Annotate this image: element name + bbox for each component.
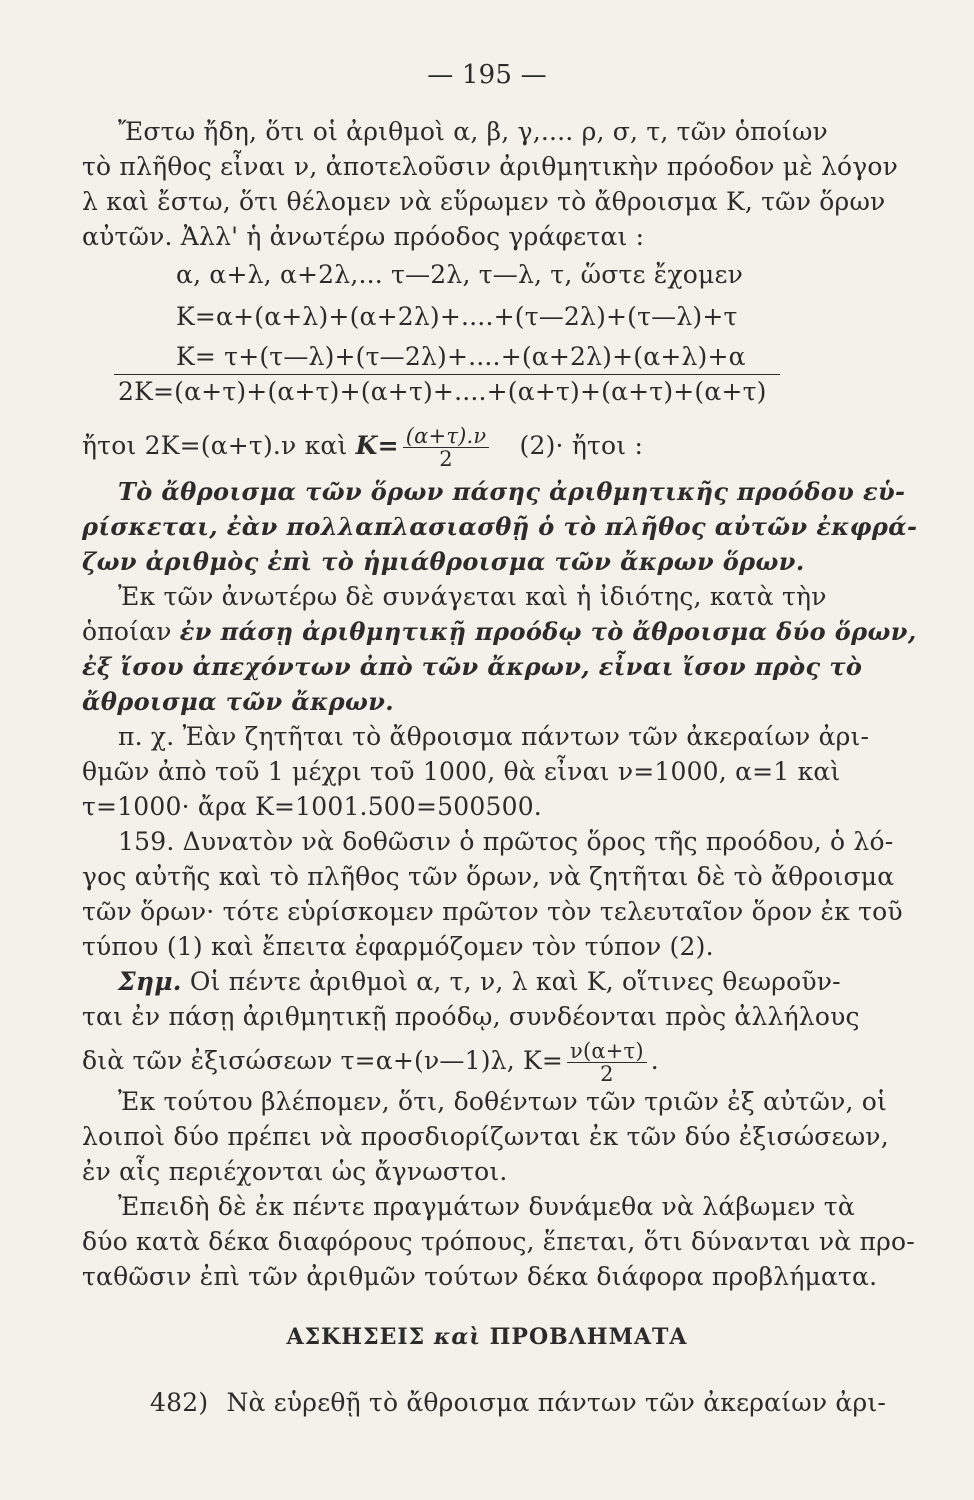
text-line: ται ἐν πάσῃ ἀριθμητικῇ προόδῳ, συνδέονται πρὸς ἀλλήλους <box>82 1002 860 1031</box>
text-line: τύπου (1) καὶ ἔπειτα ἐφαρμόζομεν τὸν τύπον (2). <box>82 932 714 961</box>
theorem-line: ρίσκεται, ἐὰν πολλαπλασιασθῇ ὁ τὸ πλῆθος αὐτῶν ἐκφρά- <box>82 512 918 541</box>
text-line: 159. Δυνατὸν νὰ δοθῶσιν ὁ πρῶτος ὅρος τῆς προόδου, ὁ λό- <box>118 827 894 856</box>
fraction <box>567 1040 647 1085</box>
equation-result <box>82 425 643 470</box>
note-label: Σημ. <box>118 967 182 996</box>
fraction-numerator: ν(α+τ) <box>567 1040 647 1063</box>
text-line: αὐτῶν. Ἀλλ' ἡ ἀνωτέρω πρόοδος γράφεται : <box>82 222 645 251</box>
addition-rule <box>114 374 780 375</box>
fraction <box>403 425 490 470</box>
text-line <box>118 967 841 997</box>
theorem-line: Τὸ ἄθροισμα τῶν ὅρων πάσης ἀριθμητικῆς προόδου εὑ- <box>118 477 906 506</box>
emphasis-line: ἄθροισμα τῶν ἄκρων. <box>82 687 395 716</box>
text-line: λ καὶ ἔστω, ὅτι θέλομεν νὰ εὕρωμεν τὸ ἄθροισμα Κ, τῶν ὅρων <box>82 187 886 216</box>
text-line: Ἐπειδὴ δὲ ἐκ πέντε πραγμάτων δυνάμεθα νὰ λάβωμεν τὰ <box>118 1192 855 1221</box>
heading-left: ΑΣΚΗΣΕΙΣ <box>286 1324 426 1350</box>
fraction-denominator: 2 <box>439 447 453 472</box>
text-span: ὁποίαν <box>82 617 172 646</box>
text-span: διὰ τῶν ἐξισώσεων τ=α+(ν—1)λ, Κ= <box>82 1046 564 1076</box>
section-heading <box>0 1322 974 1352</box>
text-span: Οἱ πέντε ἀριθμοὶ α, τ, ν, λ καὶ Κ, οἵτινες θεωροῦν- <box>189 967 841 996</box>
text-line: Ἔστω ἤδη, ὅτι οἱ ἀριθμοὶ α, β, γ,.... ρ, σ, τ, τῶν ὁποίων <box>118 117 828 146</box>
equation-sequence: α, α+λ, α+2λ,... τ—2λ, τ—λ, τ, ὥστε ἔχομεν <box>176 260 744 289</box>
text-line: γος αὐτῆς καὶ τὸ πλῆθος τῶν ὅρων, νὰ ζητῆται δὲ τὸ ἄθροισμα <box>82 862 895 891</box>
equation-K: Κ= <box>355 431 399 461</box>
theorem-line: ζων ἀριθμὸς ἐπὶ τὸ ἡμιάθροισμα τῶν ἄκρων ὅρων. <box>82 547 805 576</box>
exercise-line <box>150 1388 886 1418</box>
equation-double-sum: 2Κ=(α+τ)+(α+τ)+(α+τ)+....+(α+τ)+(α+τ)+(α+τ) <box>118 377 767 406</box>
text-line: ἐν αἷς περιέχονται ὡς ἄγνωστοι. <box>82 1157 508 1186</box>
heading-right: ΠΡΟΒΛΗΜΑΤΑ <box>489 1324 688 1350</box>
equation-sum-reverse: Κ= τ+(τ—λ)+(τ—2λ)+....+(α+2λ)+(α+λ)+α <box>176 342 746 371</box>
text-line: θμῶν ἀπὸ τοῦ 1 μέχρι τοῦ 1000, θὰ εἶναι ν=1000, α=1 καὶ <box>82 757 841 786</box>
text-line: τῶν ὅρων· τότε εὑρίσκομεν πρῶτον τὸν τελευταῖον ὅρον ἐκ τοῦ <box>82 897 903 926</box>
text-line <box>82 617 917 647</box>
equation-label: (2)· ἤτοι : <box>519 431 644 461</box>
emphasis-span: ἐν πάσῃ ἀριθμητικῇ προόδῳ τὸ ἄθροισμα δύο ὅρων, <box>179 617 917 646</box>
emphasis-line: ἐξ ἴσου ἀπεχόντων ἀπὸ τῶν ἄκρων, εἶναι ἴσον πρὸς τὸ <box>82 652 863 681</box>
text-line: τὸ πλῆθος εἶναι ν, ἀποτελοῦσιν ἀριθμητικὴν πρόοδον μὲ λόγον <box>82 152 899 181</box>
text-span: . <box>650 1046 659 1076</box>
text-line <box>82 1040 659 1085</box>
exercise-text: Νὰ εὑρεθῇ τὸ ἄθροισμα πάντων τῶν ἀκεραίων ἀρι- <box>226 1388 887 1417</box>
fraction-denominator: 2 <box>600 1062 614 1087</box>
equation-sum-forward: Κ=α+(α+λ)+(α+2λ)+....+(τ—2λ)+(τ—λ)+τ <box>176 302 738 331</box>
text-line: τ=1000· ἄρα Κ=1001.500=500500. <box>82 792 542 821</box>
text-line: ταθῶσιν ἐπὶ τῶν ἀριθμῶν τούτων δέκα διάφορα προβλήματα. <box>82 1262 878 1291</box>
exercise-number: 482) <box>150 1388 209 1417</box>
equation-result-text: ἤτοι 2Κ=(α+τ).ν καὶ <box>82 431 348 461</box>
text-line: π. χ. Ἐὰν ζητῆται τὸ ἄθροισμα πάντων τῶν ἀκεραίων ἀρι- <box>118 722 870 751</box>
text-line: Ἐκ τῶν ἀνωτέρω δὲ συνάγεται καὶ ἡ ἰδιότης, κατὰ τὴν <box>118 582 827 611</box>
page-number: — 195 — <box>427 60 547 90</box>
text-line: Ἐκ τούτου βλέπομεν, ὅτι, δοθέντων τῶν τριῶν ἐξ αὐτῶν, οἱ <box>118 1087 888 1116</box>
fraction-numerator: (α+τ).ν <box>403 425 490 448</box>
text-line: λοιποὶ δύο πρέπει νὰ προσδιορίζωνται ἐκ τῶν δύο ἐξισώσεων, <box>82 1122 889 1151</box>
text-line: δύο κατὰ δέκα διαφόρους τρόπους, ἕπεται, ὅτι δύνανται νὰ προ- <box>82 1227 915 1256</box>
heading-conjunction: καὶ <box>433 1324 481 1350</box>
